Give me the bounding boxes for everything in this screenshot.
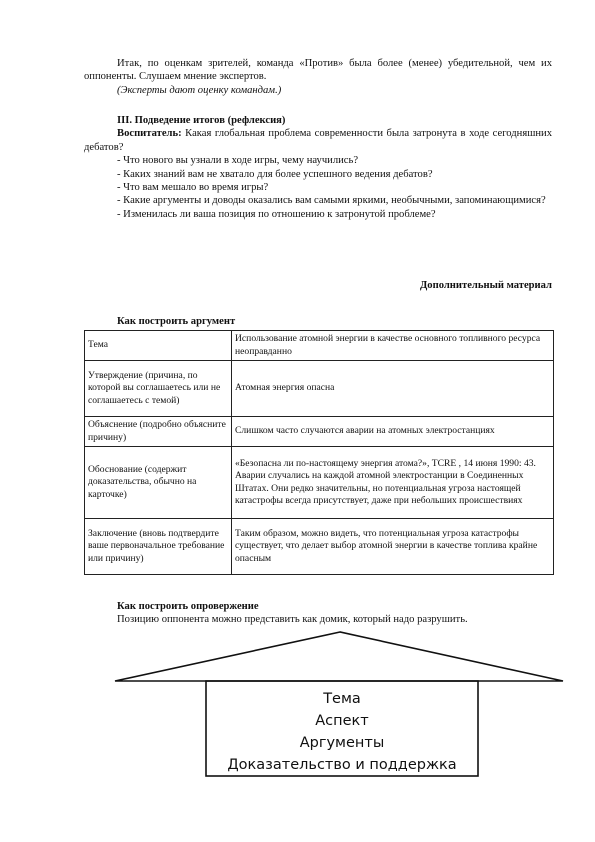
table-cell-label: Заключение (вновь подтвердите ваше первоначальное требование или причину) [85,519,232,575]
list-item: - Что нового вы узнали в ходе игры, чему научились? [117,155,359,167]
list-item: - Какие аргументы и доводы оказались вам самыми яркими, необычными, запоминающимися? [117,195,546,207]
additional-material-title: Дополнительный материал [420,280,552,291]
list-item: - Что вам мешало во время игры? [117,182,269,194]
refutation-text: Позицию оппонента можно представить как домик, который надо разрушить. [117,614,468,626]
house-label-aspect: Аспект [315,713,369,729]
house-labels [206,688,478,776]
intro-paragraph: Итак, по оценкам зрителей, команда «Против» была более (менее) убедительной, чем их оппоненты. Слушаем мнение экспертов. [84,58,552,83]
list-item: - Каких знаний вам не хватало для более успешного ведения дебатов? [117,168,433,180]
table-cell-value: Слишком часто случаются аварии на атомных электростанциях [232,417,554,447]
table-cell-label: Обоснование (содержит доказательства, обычно на карточке) [85,447,232,519]
table-cell-label: Тема [85,331,232,361]
house-label-evidence: Доказательство и поддержка [227,757,457,773]
refutation-heading: Как построить опровержение [117,601,259,612]
table-cell-value: Использование атомной энергии в качестве основного топливного ресурса неоправданно [232,331,554,361]
table-cell-label: Объяснение (подробно объясните причину) [85,417,232,447]
table-cell-value: Атомная энергия опасна [232,361,554,417]
table-cell-value: «Безопасна ли по-настоящему энергия атома?», TCRE , 14 июня 1990: 43. Аварии случались на каждой атомной электростанции в Соединенных Штатах. Они редко значительны, но потенциальная угроза настоящей катастрофы всегда присутствует, даже при небольших происшествиях [232,447,554,519]
house-label-arguments: Аргументы [299,735,385,751]
table-cell-label: Утверждение (причина, по которой вы соглашаетесь или не соглашаетесь с темой) [85,361,232,417]
list-item: - Изменилась ли ваша позиция по отношению к затронутой проблеме? [117,208,436,220]
experts-note: (Эксперты дают оценку командам.) [117,84,282,96]
house-label-topic: Тема [323,691,361,707]
roof-shape [115,632,563,681]
table-cell-value: Таким образом, можно видеть, что потенциальная угроза катастрофы существует, что делает выбор атомной энергии в качестве топлива крайне опасным [232,519,554,575]
speaker-label: Воспитатель: [117,128,182,140]
section-heading: III. Подведение итогов (рефлексия) [117,115,286,126]
question-text: Какая глобальная проблема современности была затронута в ходе сегодняшних дебатов? [84,128,552,153]
argument-heading: Как построить аргумент [117,316,236,327]
